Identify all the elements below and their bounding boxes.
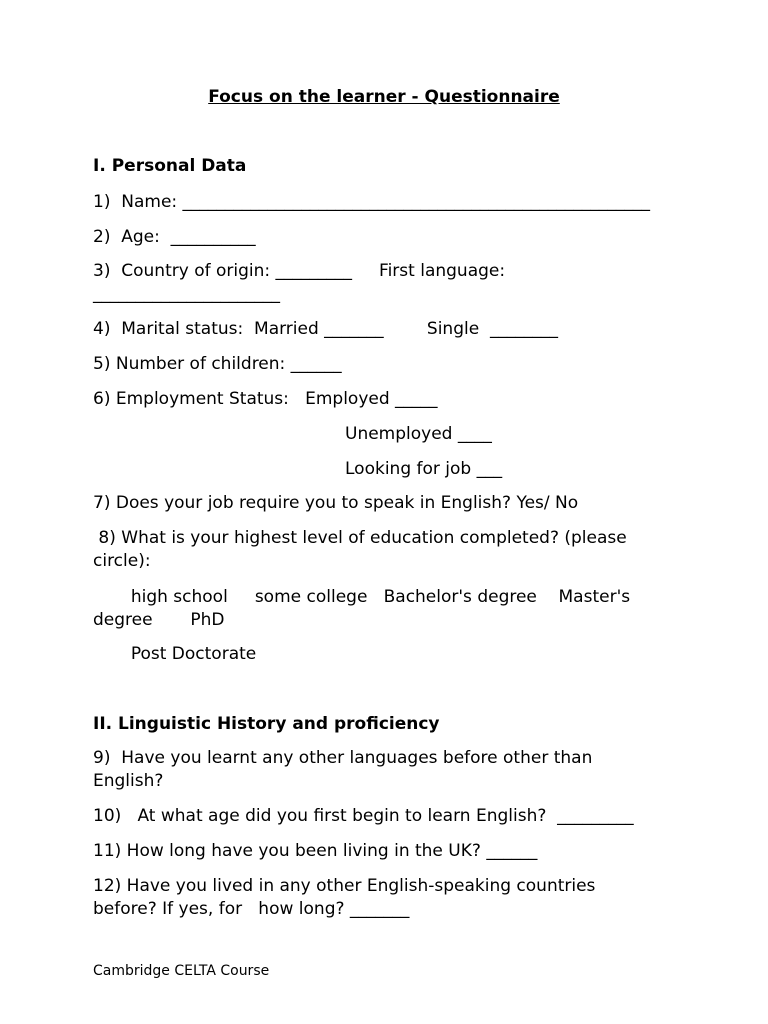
question-age: 2) Age: __________ bbox=[93, 227, 256, 247]
section-heading-linguistic: II. Linguistic History and proficiency bbox=[93, 714, 440, 734]
education-options: high school some college Bachelor's degree Master's bbox=[93, 587, 631, 607]
document-title: Focus on the learner - Questionnaire bbox=[208, 87, 560, 107]
question-education-cont: circle): bbox=[93, 551, 151, 571]
question-age-learn-english: 10) At what age did you first begin to learn English? _________ bbox=[93, 806, 634, 826]
question-country-language: 3) Country of origin: _________ First language: bbox=[93, 261, 506, 281]
question-language-blank: ______________________ bbox=[93, 284, 280, 304]
question-marital-status: 4) Marital status: Married _______ Single ________ bbox=[93, 319, 558, 339]
question-education: 8) What is your highest level of education completed? (please bbox=[93, 528, 627, 548]
question-other-languages-cont: English? bbox=[93, 771, 164, 791]
education-options-cont: degree PhD bbox=[93, 610, 225, 630]
question-other-countries-cont: before? If yes, for how long? _______ bbox=[93, 899, 410, 919]
question-name: 1) Name: _______________________________________________________ bbox=[93, 192, 651, 212]
section-heading-personal-data: I. Personal Data bbox=[93, 156, 247, 176]
employment-unemployed: Unemployed ____ bbox=[345, 424, 492, 444]
education-post-doctorate: Post Doctorate bbox=[93, 644, 257, 664]
page-footer: Cambridge CELTA Course bbox=[93, 963, 270, 979]
question-other-countries: 12) Have you lived in any other English-speaking countries bbox=[93, 876, 596, 896]
employment-looking: Looking for job ___ bbox=[345, 459, 503, 479]
question-employment: 6) Employment Status: Employed _____ bbox=[93, 389, 438, 409]
question-job-english: 7) Does your job require you to speak in English? Yes/ No bbox=[93, 493, 579, 513]
question-living-uk: 11) How long have you been living in the UK? ______ bbox=[93, 841, 538, 861]
question-other-languages: 9) Have you learnt any other languages before other than bbox=[93, 748, 593, 768]
question-children: 5) Number of children: ______ bbox=[93, 354, 342, 374]
